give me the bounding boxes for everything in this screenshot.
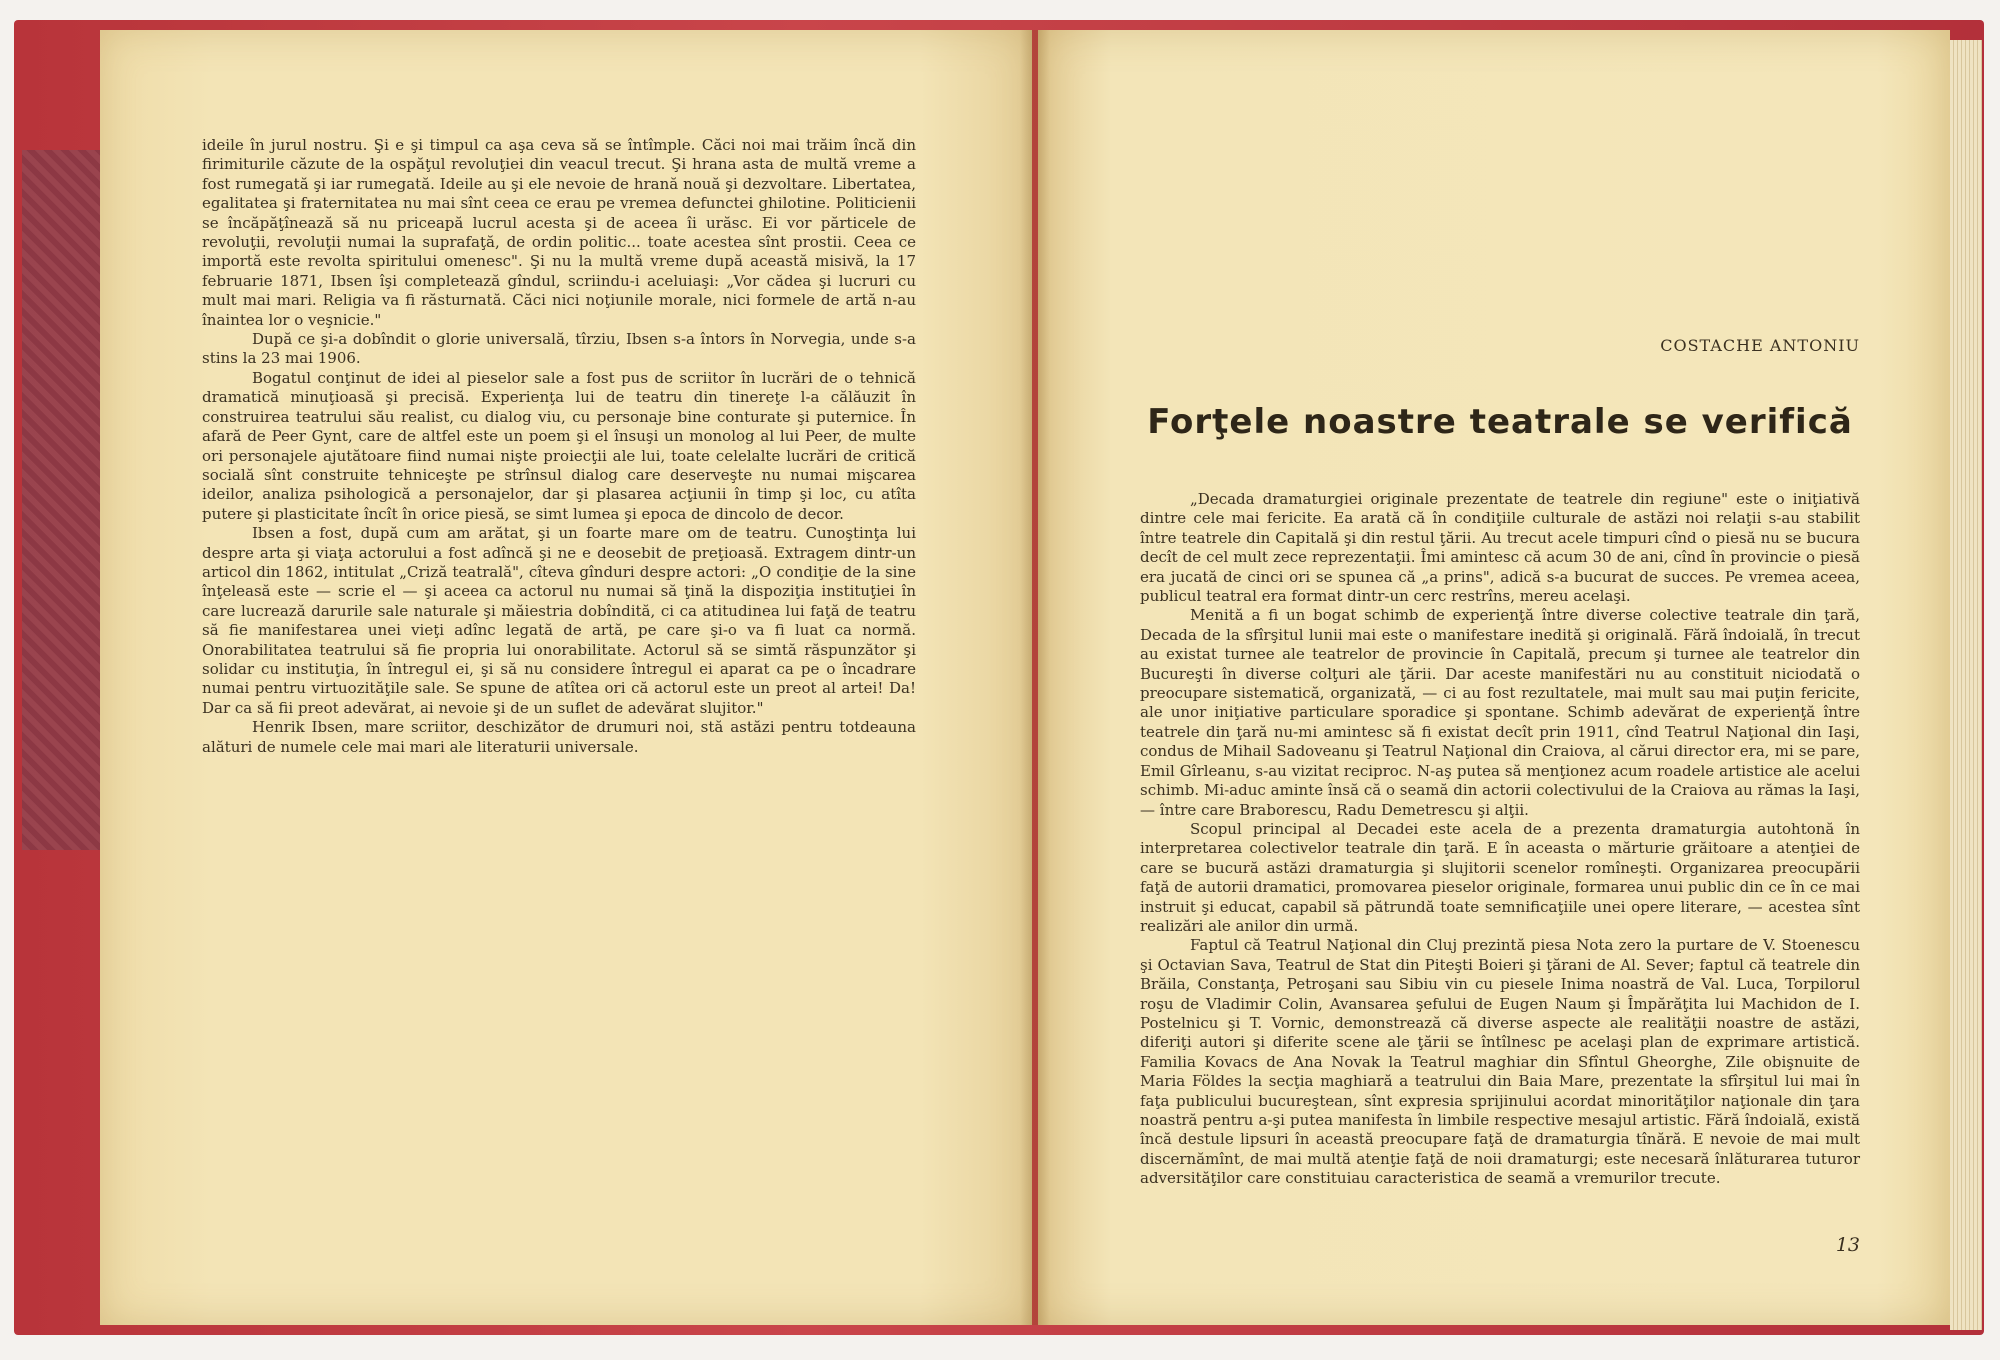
article-title: Forţele noastre teatrale se verifică [1147, 402, 1853, 442]
page-edges [1950, 40, 1982, 1330]
right-paragraph-1: „Decada dramaturgiei originale prezentate de teatrele din regiune" este o iniţiativă dintre cele mai fericite. Ea arată că în condiţiile culturale de astăzi noi relaţii s-au stabilit între teatrele din Capitală şi din restul ţării. Au trecut acele timpuri cînd o piesă nu se bucura decît de cel mult zece reprezentaţii. Îmi amintesc că acum 30 de ani, cînd în provincie o piesă era jucată de cinci ori se spunea că „a prins", adică s-a bucurat de succes. Pe vremea aceea, publicul teatral era format dintr-un cerc restrîns, mereu acelaşi. [1140, 490, 1860, 606]
right-paragraph-2: Menită a fi un bogat schimb de experienţă între diverse colective teatrale din ţară, Decada de la sfîrşitul lunii mai este o manifestare inedită şi originală. Fără îndoială, în trecut au existat turnee ale teatrelor de provincie în Capitală, precum şi turnee ale teatrelor din Bucureşti în diverse colţuri ale ţării. Dar aceste manifestări nu au constituit niciodată o preocupare sistematică, organizată, — ci au fost rezultatele, mai mult sau mai puţin fericite, ale unor iniţiative particulare sporadice şi spontane. Schimb adevărat de experienţă între teatrele din ţară nu-mi amintesc să fi existat decît prin 1911, cînd Teatrul Naţional din Iaşi, condus de Mihail Sadoveanu şi Teatrul Naţional din Craiova, al cărui director era, mi se pare, Emil Gîrleanu, s-au vizitat reciproc. N-aş putea să menţionez acum roadele artistice ale acelui schimb. Mi-aduc aminte însă că o seamă din actorii colectivului de la Craiova au rămas la Iaşi, — între care Braborescu, Radu Demetrescu şi alţii. [1140, 606, 1860, 819]
right-paragraph-4: Faptul că Teatrul Naţional din Cluj prezintă piesa Nota zero la purtare de V. Stoenescu şi Octavian Sava, Teatrul de Stat din Piteşti Boieri şi ţărani de Al. Sever; faptul că teatrele din Brăila, Constanţa, Petroşani sau Sibiu vin cu piesele Inima noastră de Val. Luca, Torpilorul roşu de Vladimir Colin, Avansarea şefului de Eugen Naum şi Împărăţita lui Machidon de I. Postelnicu şi T. Vornic, demonstrează că diverse aspecte ale realităţii noastre de astăzi, diferiţi autori şi diferite scene ale ţării se întîlnesc pe acelaşi plan de exprimare artistică. Familia Kovacs de Ana Novak la Teatrul maghiar din Sfîntul Gheorghe, Zile obişnuite de Maria Földes la secţia maghiară a teatrului din Baia Mare, prezentate la sfîrşitul lui mai în faţa publicului bucureştean, sînt expresia sprijinului acordat minorităţilor naţionale din ţara noastră pentru a-şi putea manifesta în limbile respective mesajul artistic. Fără îndoială, există încă destule lipsuri în această preocupare faţă de dramaturgia tînără. E nevoie de mai mult discernămînt, de mai multă atenţie faţă de noii dramaturgi; este necesară înlăturarea tuturor adversităţilor care constituiau caracteristica de seamă a vremurilor trecute. [1140, 936, 1860, 1188]
cover-marbled-pattern [22, 150, 102, 850]
article-author: COSTACHE ANTONIU [1660, 336, 1860, 355]
book-gutter [1020, 30, 1050, 1325]
left-paragraph-1: ideile în jurul nostru. Şi e şi timpul ca aşa ceva să se întîmple. Căci noi mai trăim încă din firimiturile căzute de la ospăţul revoluţiei din veacul trecut. Şi hrana asta de multă vreme a fost rumegată şi iar rumegată. Ideile au şi ele nevoie de hrană nouă şi dezvoltare. Libertatea, egalitatea şi fraternitatea nu mai sînt ceea ce erau pe vremea defunctei ghilotine. Politicienii se încăpăţînează să nu priceapă lucrul acesta şi de aceea îi urăsc. Ei vor părticele de revoluţii, revoluţii numai la suprafaţă, de ordin politic... toate acestea sînt prostii. Ceea ce importă este revolta spiritului omenesc". Şi nu la multă vreme după această misivă, la 17 februarie 1871, Ibsen îşi completează gîndul, scriindu-i aceluiaşi: „Vor cădea şi lucruri cu mult mai mari. Religia va fi răsturnată. Căci nici noţiunile morale, nici formele de artă n-au înaintea lor o veşnicie." [202, 136, 916, 329]
left-paragraph-2: După ce şi-a dobîndit o glorie universală, tîrziu, Ibsen s-a întors în Norvegia, unde s-a stins la 23 mai 1906. [202, 330, 916, 368]
right-page-text [1140, 490, 1860, 1189]
left-page-text [202, 136, 916, 757]
left-paragraph-5: Henrik Ibsen, mare scriitor, deschizător de drumuri noi, stă astăzi pentru totdeauna alături de numele cele mai mari ale literaturii universale. [202, 718, 916, 756]
right-paragraph-3: Scopul principal al Decadei este acela de a prezenta dramaturgia autohtonă în interpretarea colectivelor teatrale din ţară. E în aceasta o mărturie grăitoare a atenţiei de care se bucură astăzi dramaturgia şi slujitorii scenelor romîneşti. Organizarea preocupării faţă de autorii dramatici, promovarea pieselor originale, formarea unui public din ce în ce mai instruit şi educat, capabil să pătrundă toate semnificaţiile unei opere literare, — acestea sînt realizări ale anilor din urmă. [1140, 819, 1860, 935]
page-number: 13 [1835, 1234, 1860, 1256]
left-paragraph-4: Ibsen a fost, după cum am arătat, şi un foarte mare om de teatru. Cunoştinţa lui despre arta şi viaţa actorului a fost adîncă şi ne e deosebit de preţioasă. Extragem dintr-un articol din 1862, intitulat „Criză teatrală", cîteva gînduri despre actori: „O condiţie de la sine înţeleasă este — scrie el — şi aceea ca actorul nu numai să ţină la dispoziţia instituţiei în care lucrează darurile sale naturale şi măiestria dobîndită, ci ca atitudinea lui faţă de teatru să fie manifestarea unei vieţi adînc legată de artă, pe care şi-o va fi luat ca normă. Onorabilitatea teatrului să fie propria lui onorabilitate. Actorul să se simtă răspunzător şi solidar cu instituţia, în întregul ei, şi să nu considere întregul ei aparat ca pe o încadrare numai pentru virtuozităţile sale. Se spune de atîtea ori că actorul este un preot al artei! Da! Dar ca să fii preot adevărat, ai nevoie şi de un suflet de adevărat slujitor." [202, 524, 916, 717]
left-paragraph-3: Bogatul conţinut de idei al pieselor sale a fost pus de scriitor în lucrări de o tehnică dramatică minuţioasă şi precisă. Experienţa lui de teatru din tinereţe l-a călăuzit în construirea teatrului său realist, cu dialog viu, cu personaje bine conturate şi puternice. În afară de Peer Gynt, care de altfel este un poem şi el însuşi un monolog al lui Peer, de multe ori personajele ajutătoare fiind numai nişte proiecţii ale lui, toate celelalte lucrări de critică socială sînt construite tehniceşte pe strînsul dialog care deserveşte nu numai mişcarea ideilor, analiza psihologică a personajelor, dar şi plasarea acţiunii în timp şi loc, cu atîta putere şi plasticitate încît în orice piesă, se simt lumea şi epoca de dincolo de decor. [202, 368, 916, 523]
